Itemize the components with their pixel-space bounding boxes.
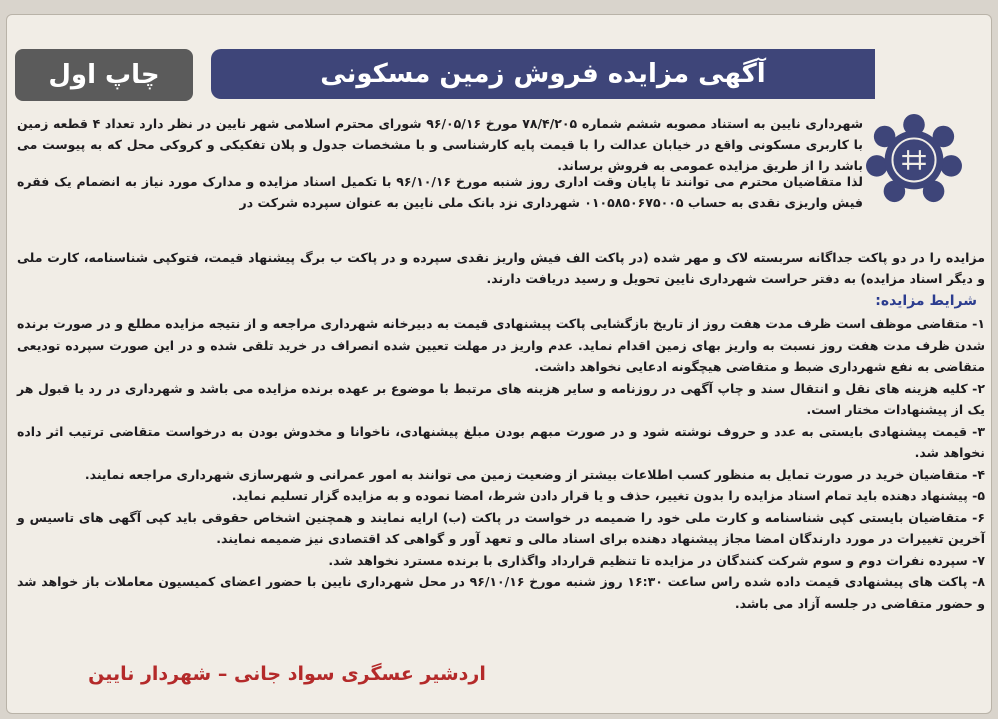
condition-item: ۲- کلیه هزینه های نقل و انتقال سند و چاپ آگهی در روزنامه و سایر هزینه های مرتبط با موضوع بر عهده برنده مزایده می باشد و شهرداری در رد یا قبول هر یک از پیشنهادات مختار است. xyxy=(17,380,985,417)
signature-line: اردشیر عسگری سواد جانی – شهردار نایین xyxy=(88,663,486,685)
condition-item: ۴- متقاضیان خرید در صورت تمایل به منظور کسب اطلاعات بیشتر از وضعیت زمین می توانند به امور عمرانی و شهرسازی شهرداری مراجعه نمایند. xyxy=(84,466,985,482)
conditions-list xyxy=(17,313,985,614)
first-print-badge xyxy=(15,49,193,101)
intro-paragraph xyxy=(17,113,863,176)
intro-text: شهرداری نایین به استناد مصوبه ششم شماره ۷۸/۴/۲۰۵ مورخ ۹۶/۰۵/۱۶ شورای محترم اسلامی شهر نایین در نظر دارد تعداد ۴ قطعه زمین با کاربری مسکونی واقع در خیابان عدالت را با قیمت پایه کارشناسی و با مشخصات جدول و پلان تفکیکی و کروکی محل که به پیوست می باشد را از طریق مزایده عمومی به فروش برساند. xyxy=(17,116,863,173)
badge-label: چاپ اول xyxy=(48,60,160,90)
intro-text-2: لذا متقاضیان محترم می توانند تا پایان وقت اداری روز شنبه مورخ ۹۶/۱۰/۱۶ با تکمیل اسناد مزایده و مدارک مورد نیاز به انضمام یک فقره فیش واریزی نقدی به حساب ۰۱۰۵۸۵۰۶۷۵۰۰۵ شهرداری نزد بانک ملی نایین به عنوان سپرده شرکت در xyxy=(17,174,863,210)
condition-item: ۶- متقاضیان بایستی کپی شناسنامه و کارت ملی خود را ضمیمه در خواست در پاکت (ب) ارایه نمایند و همچنین اشخاص حقوقی باید کپی آگهی های تاسیس و آخرین تغییرات در مورد دارندگان امضا مجاز پیشنهاد دهنده برای اسناد مالی و تعهد آور و گواهی کد اقتصادی نیز ضمیمه نمایند. xyxy=(17,509,985,546)
condition-item: ۸- پاکت های پیشنهادی قیمت داده شده راس ساعت ۱۶:۳۰ روز شنبه مورخ ۹۶/۱۰/۱۶ در محل شهرداری نایین با حضور اعضای کمیسیون معاملات باز خواهد شد و حضور متقاضی در جلسه آزاد می باشد. xyxy=(17,574,985,611)
conditions-heading: شرایط مزایده: xyxy=(875,293,977,309)
newspaper-clipping xyxy=(6,14,992,714)
condition-item: ۵- پیشنهاد دهنده باید تمام اسناد مزایده را بدون تغییر، حذف و یا قرار دادن شرط، امضا نموده و به مزایده گزار تسلیم نماید. xyxy=(231,488,985,503)
submission-paragraph xyxy=(17,247,985,289)
condition-item: ۳- قیمت پیشنهادی بایستی به عدد و حروف نوشته شود و در صورت مبهم بودن مبلغ پیشنهادی، ناخوانا و مخدوش بودن به درخواست متقاضی ترتیب اثر داده نخواهد شد. xyxy=(17,423,985,460)
title-banner xyxy=(211,49,875,99)
condition-item: ۷- سپرده نفرات دوم و سوم شرکت کنندگان در مزایده تا تنظیم قرارداد واگذاری با برنده مسترد نخواهد شد. xyxy=(328,552,985,568)
municipality-logo-icon xyxy=(865,111,963,205)
condition-item: ۱- متقاضی موظف است ظرف مدت هفت روز از تاریخ بازگشایی پاکت پیشنهادی قیمت به دبیرخانه شهرداری مراجعه و از نتیجه مزایده مطلع و در صورت برنده شدن ظرف مدت هفت روز نسبت به واریز بهای زمین اقدام نماید. عدم واریز در مهلت تعیین شده انصراف در خرید تلقی شده و در این صورت سپرده تودیعی متقاضی به نفع شهرداری ضبط و متقاضی هیچگونه ادعایی نخواهد داشت. xyxy=(17,316,985,374)
submission-text: مزایده را در دو پاکت جداگانه سربسته لاک و مهر شده (در پاکت الف فیش واریز نقدی سپرده و در پاکت ب برگ پیشنهاد قیمت، فتوکپی شناسنامه، کارت ملی و دیگر اسناد مزایده) به دفتر حراست شهرداری نایین تحویل و رسید دریافت دارند. xyxy=(17,250,985,286)
intro-paragraph-2 xyxy=(17,171,863,213)
page-title: آگهی مزایده فروش زمین مسکونی xyxy=(320,59,766,89)
